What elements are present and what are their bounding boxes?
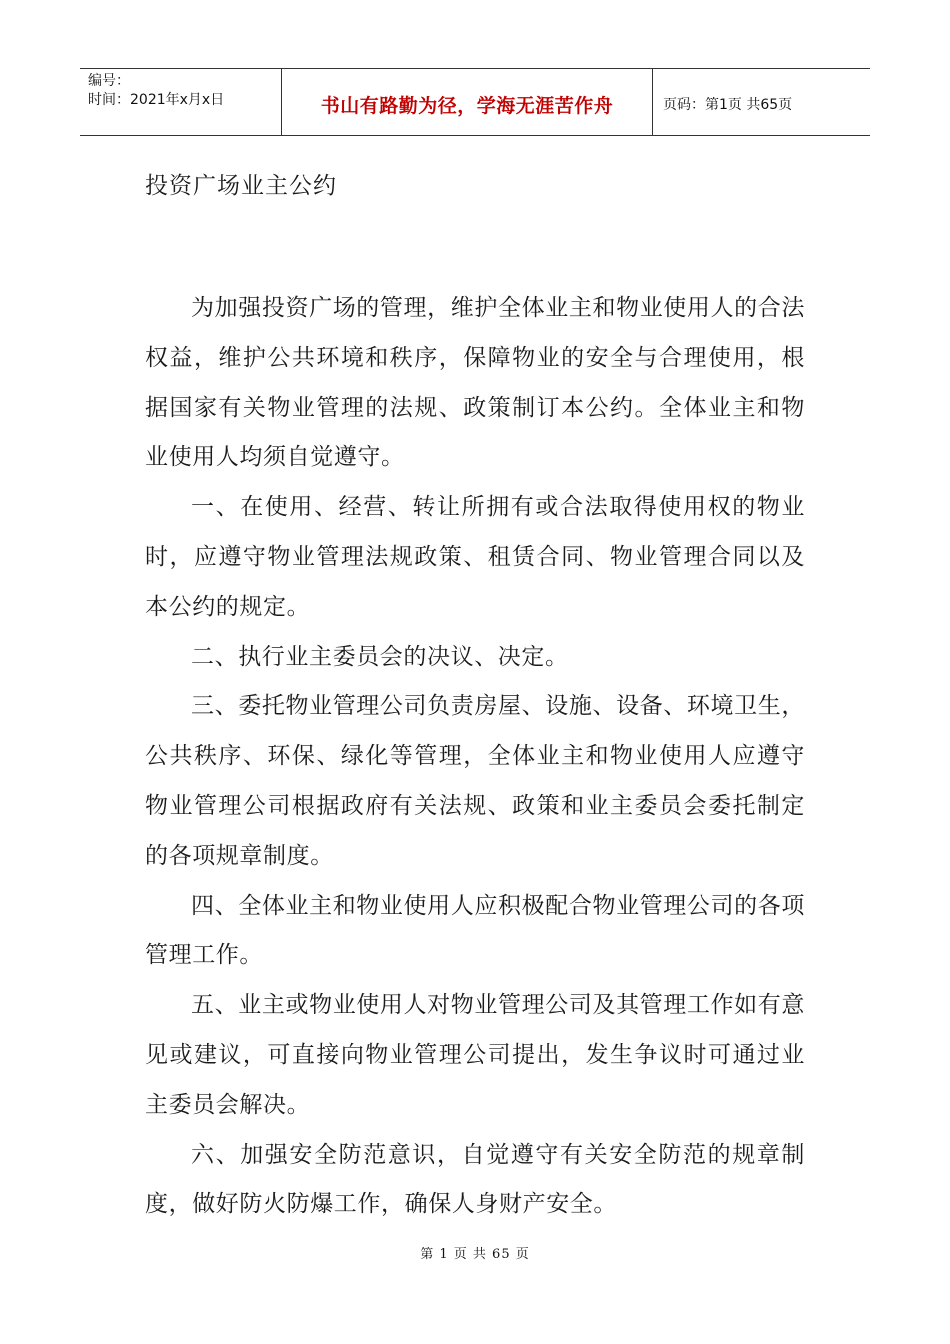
- paragraph-article-6: 六、加强安全防范意识，自觉遵守有关安全防范的规章制度，做好防火防爆工作，确保人身财产安全。: [145, 1141, 805, 1218]
- header-meta-cell: [80, 69, 282, 135]
- header-page-info: 页码：第1页 共65页: [663, 97, 793, 113]
- page-footer: 第 1 页 共 65 页: [420, 1247, 530, 1262]
- paragraph-article-5: 五、业主或物业使用人对物业管理公司及其管理工作如有意见或建议，可直接向物业管理公司提出，发生争议时可通过业主委员会解决。: [145, 992, 805, 1118]
- document-body: [145, 284, 805, 1230]
- number-label: 编号：: [88, 73, 130, 89]
- paragraph-article-2: 二、执行业主委员会的决议、决定。: [191, 643, 569, 670]
- page-header: [80, 68, 870, 136]
- paragraph-article-3: 三、委托物业管理公司负责房屋、设施、设备、环境卫生，公共秩序、环保、绿化等管理，全体业主和物业使用人应遵守物业管理公司根据政府有关法规、政策和业主委员会委托制定的各项规章制度。: [145, 693, 805, 869]
- paragraph-article-1: 一、在使用、经营、转让所拥有或合法取得使用权的物业时，应遵守物业管理法规政策、租赁合同、物业管理合同以及本公约的规定。: [145, 494, 805, 620]
- time-label: 时间：2021年x月x日: [88, 92, 225, 108]
- paragraph-intro: 为加强投资广场的管理，维护全体业主和物业使用人的合法权益，维护公共环境和秩序，保障物业的安全与合理使用，根据国家有关物业管理的法规、政策制订本公约。全体业主和物业使用人均须自觉遵守。: [145, 295, 805, 471]
- header-motto: 书山有路勤为径，学海无涯苦作舟: [282, 69, 653, 135]
- document-title: 投资广场业主公约: [145, 173, 337, 199]
- paragraph-article-4: 四、全体业主和物业使用人应积极配合物业管理公司的各项管理工作。: [145, 892, 805, 969]
